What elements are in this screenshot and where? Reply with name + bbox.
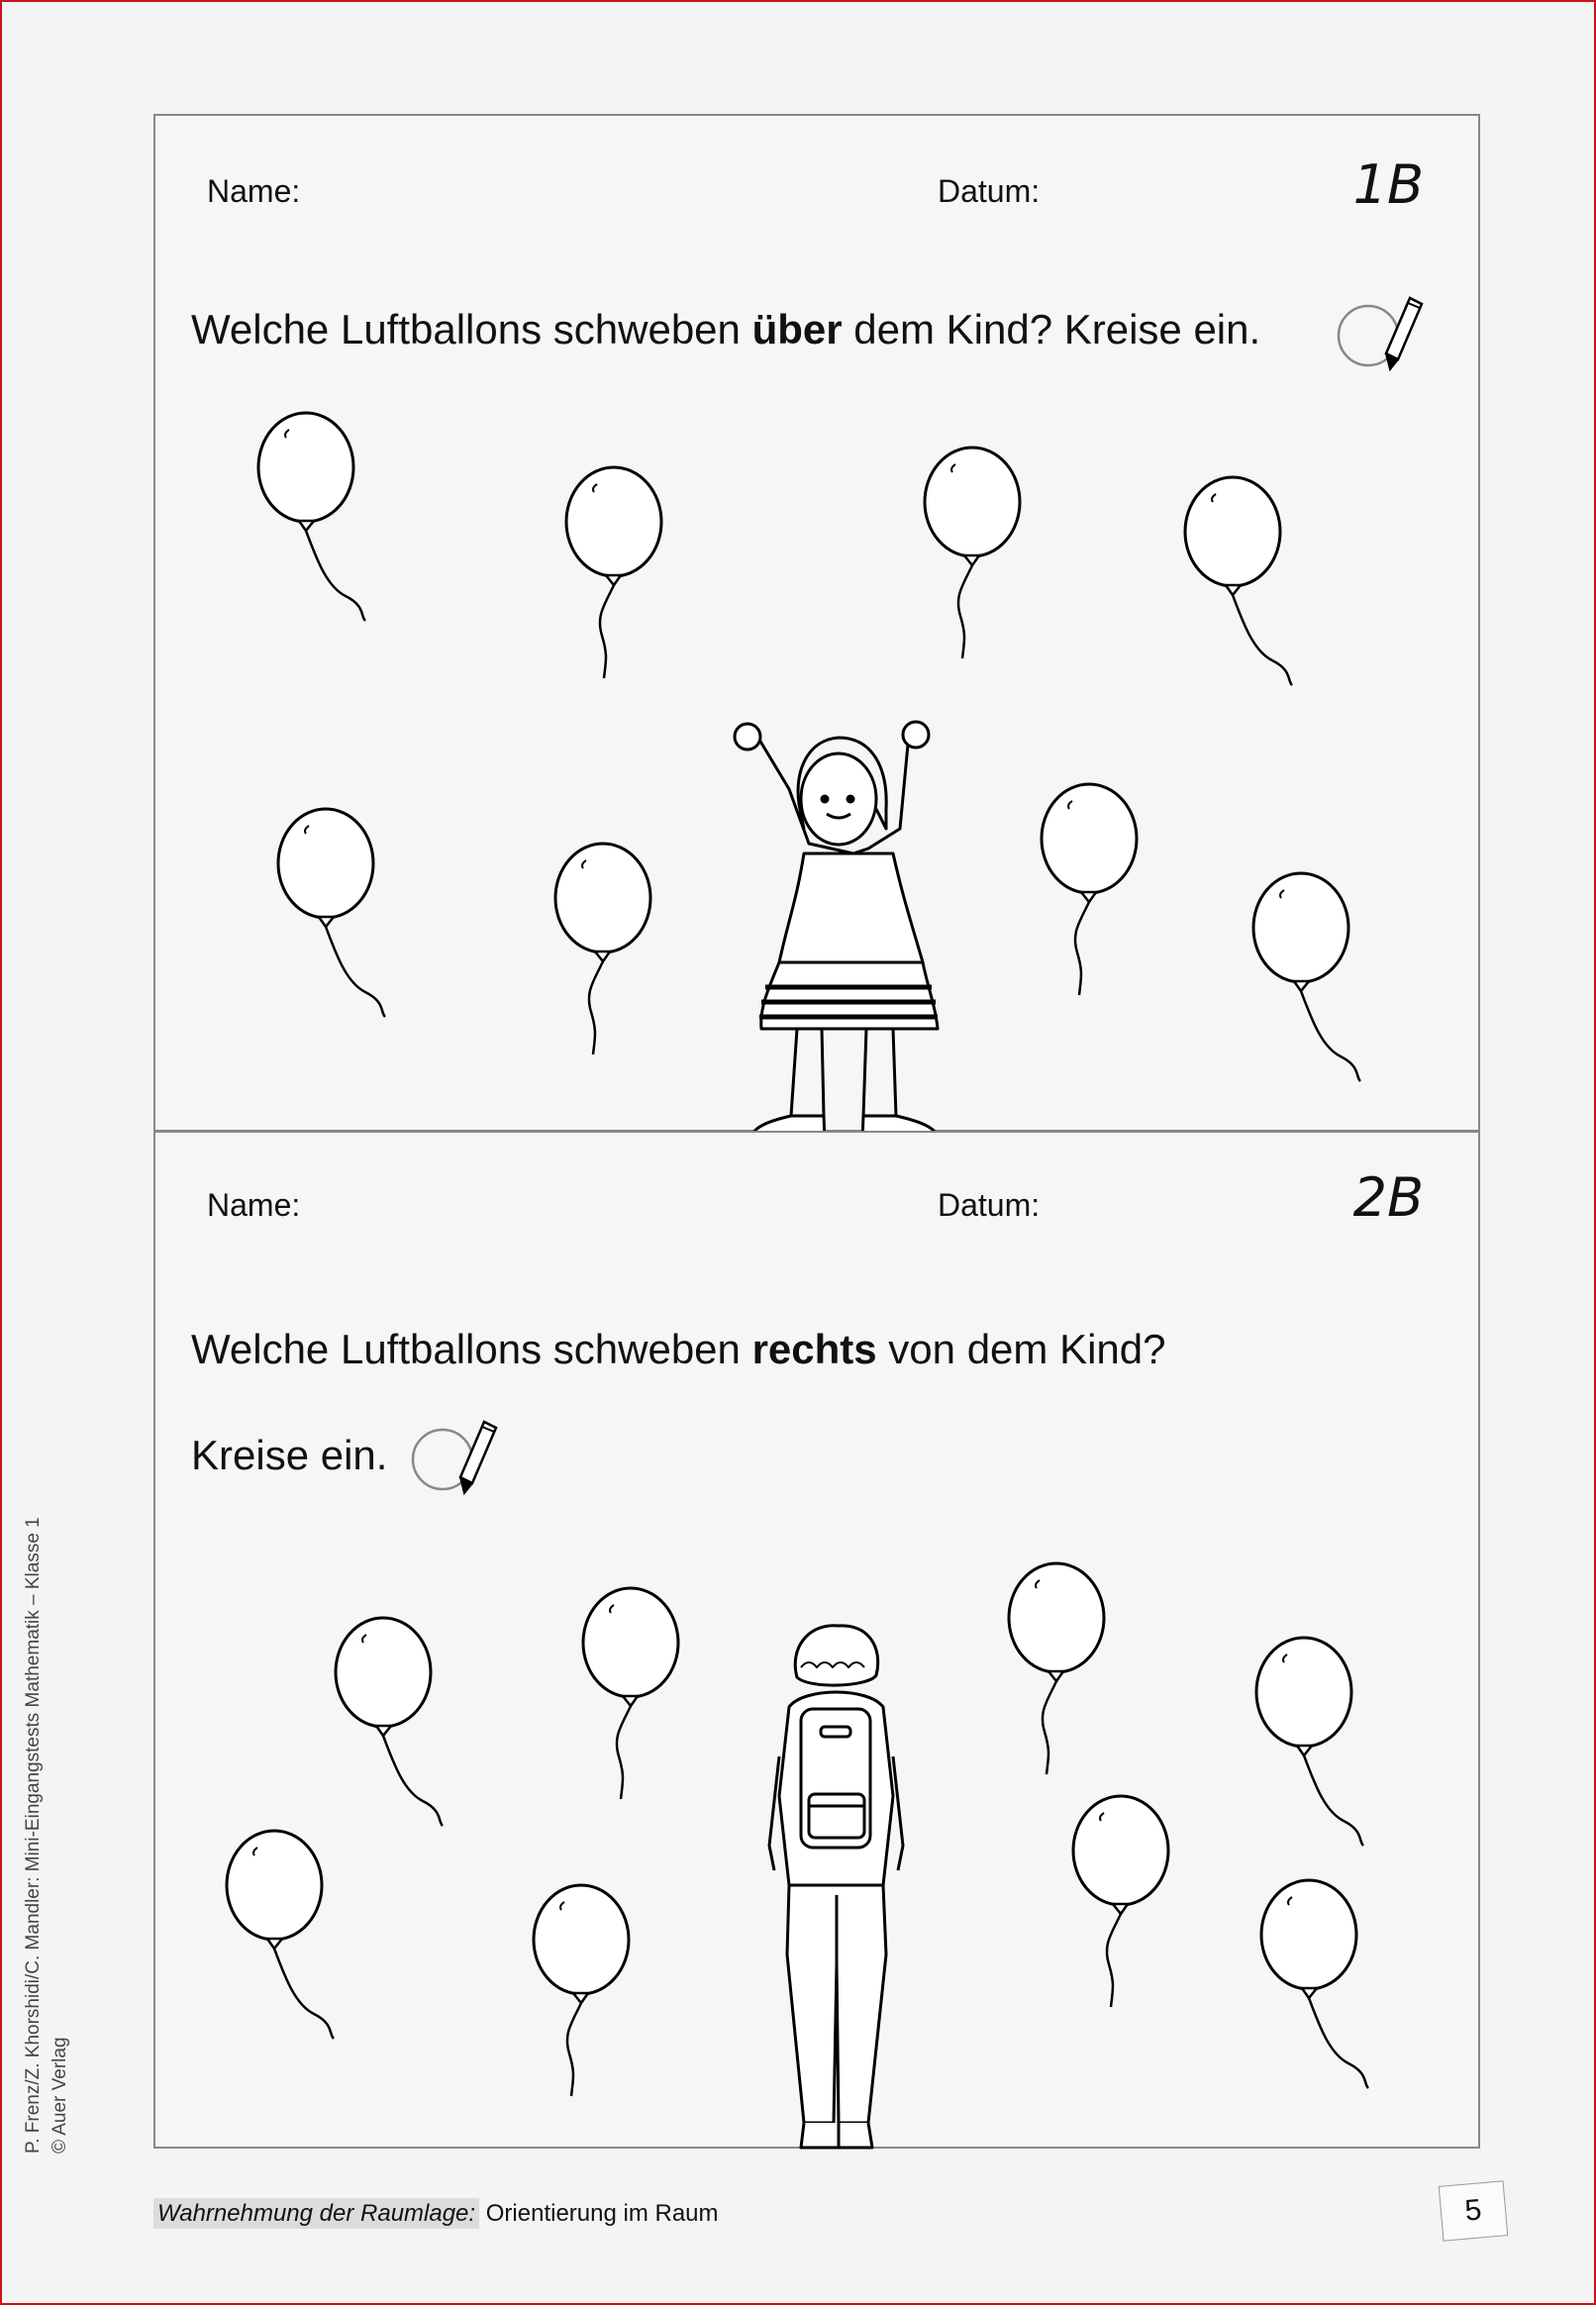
balloon-icon — [1253, 873, 1360, 1081]
task1-illustration — [155, 116, 1482, 1134]
balloon-icon — [925, 448, 1020, 658]
balloon-icon — [278, 809, 385, 1017]
date-label: Datum: — [938, 1187, 1041, 1223]
girl-arms-up-icon — [735, 722, 938, 1134]
task-code: 1B — [1352, 153, 1424, 216]
task-box-1b — [153, 114, 1480, 1132]
task-code: 2B — [1352, 1166, 1424, 1229]
publisher-credit: © Auer Verlag — [50, 2037, 70, 2154]
task-question: Welche Luftballons schweben über dem Kind? Kreise ein. — [191, 306, 1261, 352]
balloon-icon — [258, 413, 365, 621]
balloon-icon — [1256, 1638, 1363, 1846]
balloon-icon — [566, 467, 661, 678]
balloon-icon — [1261, 1880, 1368, 2088]
side-credit — [20, 1517, 73, 2154]
balloon-icon — [1042, 784, 1137, 995]
author-credit: P. Frenz/Z. Khorshidi/C. Mandler: Mini-Eingangstests Mathematik – Klasse 1 — [23, 1517, 44, 2154]
balloon-icon — [227, 1831, 334, 2039]
name-label: Name: — [207, 1187, 301, 1223]
footer-topic — [153, 2200, 719, 2228]
balloon-icon — [1009, 1563, 1104, 1774]
boy-with-backpack-icon — [769, 1626, 903, 2148]
task-box-2b — [153, 1131, 1480, 2149]
balloon-icon — [534, 1885, 629, 2096]
footer-topic-label: Wahrnehmung der Raumlage: — [153, 2198, 479, 2229]
balloon-icon — [555, 844, 650, 1054]
footer-subtopic: Orientierung im Raum — [485, 2200, 719, 2227]
pencil-circle-icon — [1339, 298, 1422, 369]
task2-illustration — [155, 1133, 1482, 2151]
name-label: Name: — [207, 173, 301, 209]
pencil-circle-icon — [413, 1422, 496, 1493]
page-number: 5 — [1439, 2180, 1509, 2242]
task-question: Welche Luftballons schweben rechts von dem Kind? — [191, 1326, 1166, 1372]
balloon-icon — [1185, 477, 1292, 685]
balloon-icon — [1073, 1796, 1168, 2007]
balloon-icon — [336, 1618, 443, 1826]
date-label: Datum: — [938, 173, 1041, 209]
balloon-icon — [583, 1588, 678, 1799]
task-instruction: Kreise ein. — [191, 1432, 388, 1478]
